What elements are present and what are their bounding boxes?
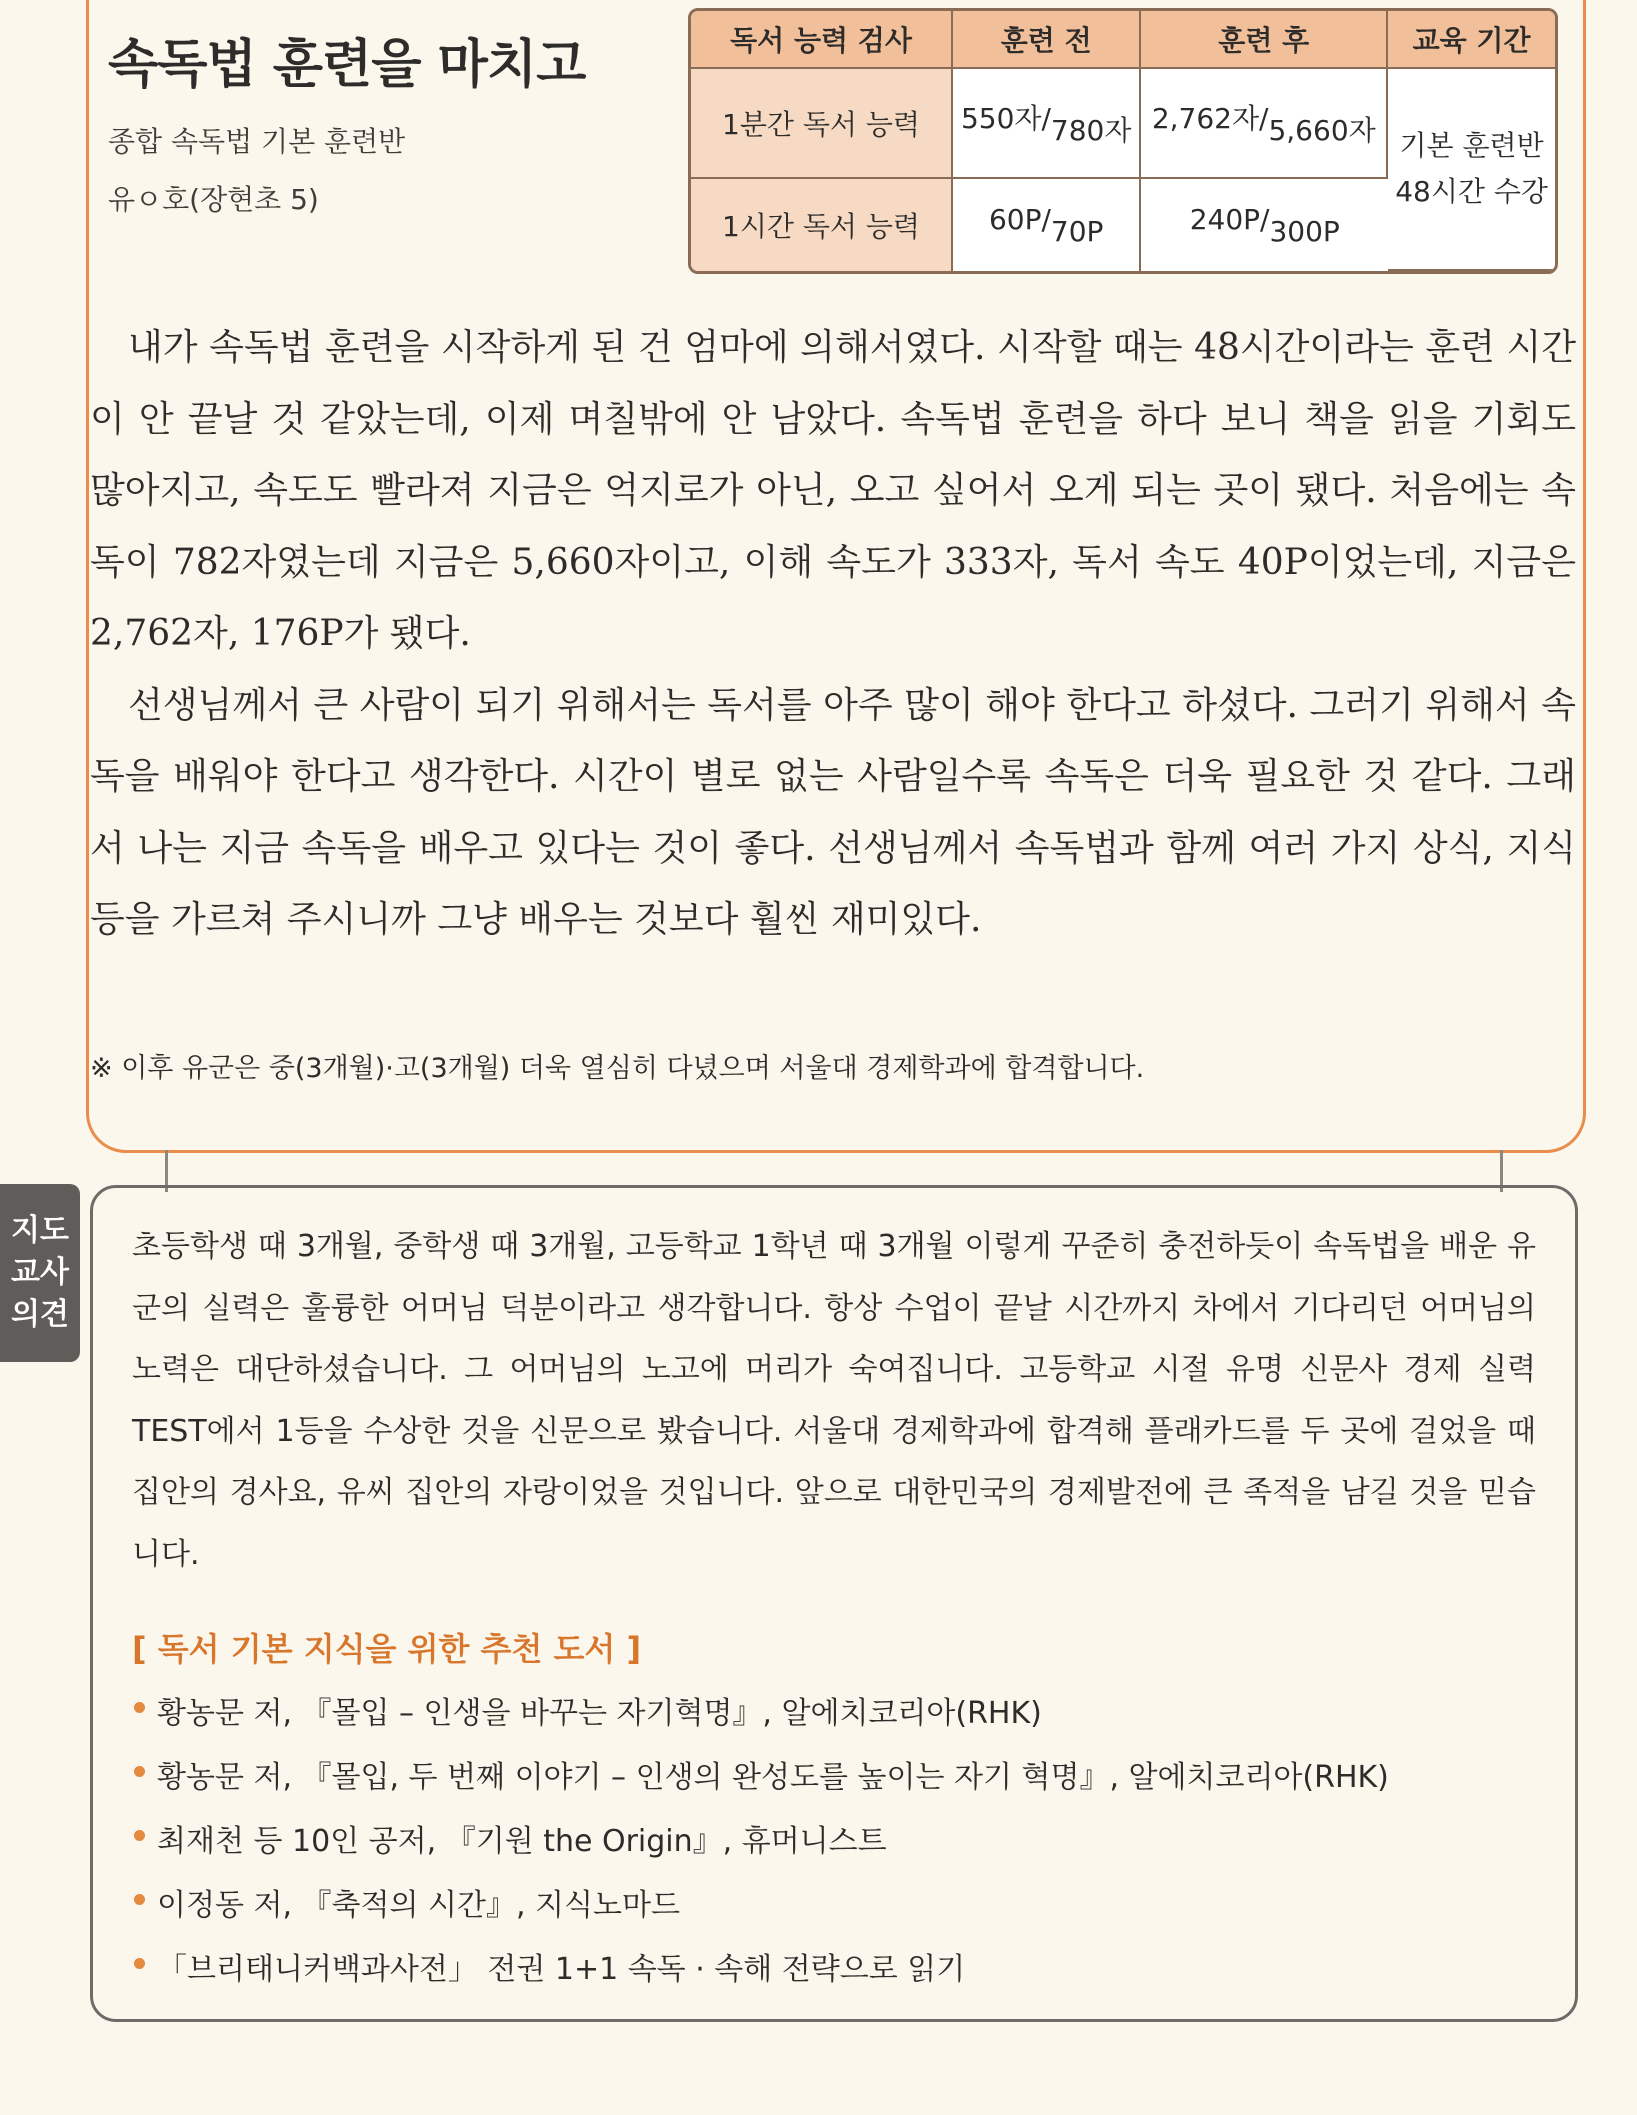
list-item bbox=[132, 1880, 1389, 1944]
after-sub-value: 5,660자 bbox=[1268, 114, 1376, 148]
column-header-test: 독서 능력 검사 bbox=[691, 11, 953, 69]
course-name: 종합 속독법 기본 훈련반 bbox=[108, 125, 406, 158]
bullet-icon bbox=[134, 1894, 145, 1905]
footnote: ※ 이후 유군은 중(3개월)·고(3개월) 더욱 열심히 다녔으며 서울대 경제학과에 합격합니다. bbox=[90, 1053, 1145, 1084]
after-value: 240P bbox=[1189, 202, 1261, 236]
student-name: 유ㅇ호(장현초 5) bbox=[108, 183, 319, 216]
cell-before-per-hour bbox=[953, 179, 1141, 271]
book-entry: 이정동 저, 『축적의 시간』, 지식노마드 bbox=[157, 1888, 680, 1923]
after-value: 2,762자 bbox=[1151, 102, 1260, 136]
before-value: 60P bbox=[988, 202, 1042, 236]
period-line-2: 48시간 수강 bbox=[1395, 175, 1548, 208]
before-sub-value: 70P bbox=[1050, 214, 1104, 248]
column-header-before: 훈련 전 bbox=[953, 11, 1141, 69]
teacher-comment-text: 초등학생 때 3개월, 중학생 때 3개월, 고등학교 1학년 때 3개월 이렇게 꾸준히 충전하듯이 속독법을 배운 유 군의 실력은 훌륭한 어머님 덕분이라고 생각합니다. 항상 수업이 끝날 시간까지 차에서 기다리던 어머님의 노력은 대단하셨습니다. 그 어머님의 노고에 머리가 숙여집니다. 고등학교 시절 유명 신문사 경제 실력 TEST에서 1등을 수상한 것을 신문으로 봤습니다. 서울대 경제학과에 합격해 플래카드를 두 곳에 걸었을 때 집안의 경사요, 유씨 집안의 자랑이었을 것입니다. 앞으로 대한민국의 경제발전에 큰 족적을 남길 것을 믿습니다. bbox=[132, 1229, 1536, 1572]
bullet-icon bbox=[134, 1766, 145, 1777]
teacher-tab-label: 지도교사의견 bbox=[11, 1213, 69, 1332]
cell-after-per-hour bbox=[1141, 179, 1388, 271]
before-value: 550자 bbox=[960, 102, 1042, 136]
list-item bbox=[132, 1944, 1389, 2008]
cell-after-per-minute bbox=[1141, 69, 1388, 179]
cell-before-per-minute bbox=[953, 69, 1141, 179]
row-label-per-hour: 1시간 독서 능력 bbox=[691, 179, 953, 271]
column-header-after: 훈련 후 bbox=[1141, 11, 1388, 69]
book-entry: 최재천 등 10인 공저, 『기원 the Origin』, 휴머니스트 bbox=[157, 1824, 887, 1859]
results-table bbox=[688, 8, 1558, 274]
list-item bbox=[132, 1752, 1389, 1816]
page-title: 속독법 훈련을 마치고 bbox=[108, 35, 586, 95]
recommended-books-list bbox=[132, 1688, 1389, 2008]
list-item bbox=[132, 1816, 1389, 1880]
bullet-icon bbox=[134, 1830, 145, 1841]
bullet-icon bbox=[134, 1958, 145, 1969]
table-row bbox=[691, 69, 1555, 179]
value-separator: / bbox=[1259, 102, 1269, 136]
recommended-books-title: [ 독서 기본 지식을 위한 추천 도서 ] bbox=[132, 1630, 642, 1668]
after-sub-value: 300P bbox=[1269, 214, 1340, 248]
book-entry: 황농문 저, 『몰입 – 인생을 바꾸는 자기혁명』, 알에치코리아(RHK) bbox=[157, 1696, 1042, 1731]
cell-period bbox=[1388, 69, 1555, 271]
essay-paragraph-1: 내가 속독법 훈련을 시작하게 된 건 엄마에 의해서였다. 시작할 때는 48시간이라는 훈련 시간이 안 끝날 것 같았는데, 이제 며칠밖에 안 남았다. 속독법 훈련을 하다 보니 책을 읽을 기회도 많아지고, 속도도 빨라져 지금은 억지로가 아닌, 오고 싶어서 오게 되는 곳이 됐다. 처음에는 속독이 782자였는데 지금은 5,660자이고, 이해 속도가 333자, 독서 속도 40P이었는데, 지금은 2,762자, 176P가 됐다. bbox=[90, 327, 1576, 654]
period-line-1: 기본 훈련반 bbox=[1399, 129, 1544, 162]
value-separator: / bbox=[1260, 202, 1270, 236]
list-item bbox=[132, 1688, 1389, 1752]
value-separator: / bbox=[1041, 202, 1051, 236]
essay-paragraph-2: 선생님께서 큰 사람이 되기 위해서는 독서를 아주 많이 해야 한다고 하셨다. 그러기 위해서 속독을 배워야 한다고 생각한다. 시간이 별로 없는 사람일수록 속독은 더욱 필요한 것 같다. 그래서 나는 지금 속독을 배우고 있다는 것이 좋다. 선생님께서 속독법과 함께 여러 가지 상식, 지식 등을 가르쳐 주시니까 그냥 배우는 것보다 훨씬 재미있다. bbox=[90, 684, 1576, 940]
book-entry: 「브리태니커백과사전」 전권 1+1 속독 · 속해 전략으로 읽기 bbox=[157, 1952, 966, 1987]
row-label-per-minute: 1분간 독서 능력 bbox=[691, 69, 953, 179]
bullet-icon bbox=[134, 1702, 145, 1713]
before-sub-value: 780자 bbox=[1050, 114, 1132, 148]
teacher-comment-tab bbox=[0, 1184, 80, 1362]
essay-body bbox=[90, 312, 1576, 956]
book-entry: 황농문 저, 『몰입, 두 번째 이야기 – 인생의 완성도를 높이는 자기 혁명』, 알에치코리아(RHK) bbox=[157, 1760, 1389, 1795]
value-separator: / bbox=[1041, 102, 1051, 136]
column-header-period: 교육 기간 bbox=[1388, 11, 1555, 69]
results-table-header bbox=[691, 11, 1555, 69]
